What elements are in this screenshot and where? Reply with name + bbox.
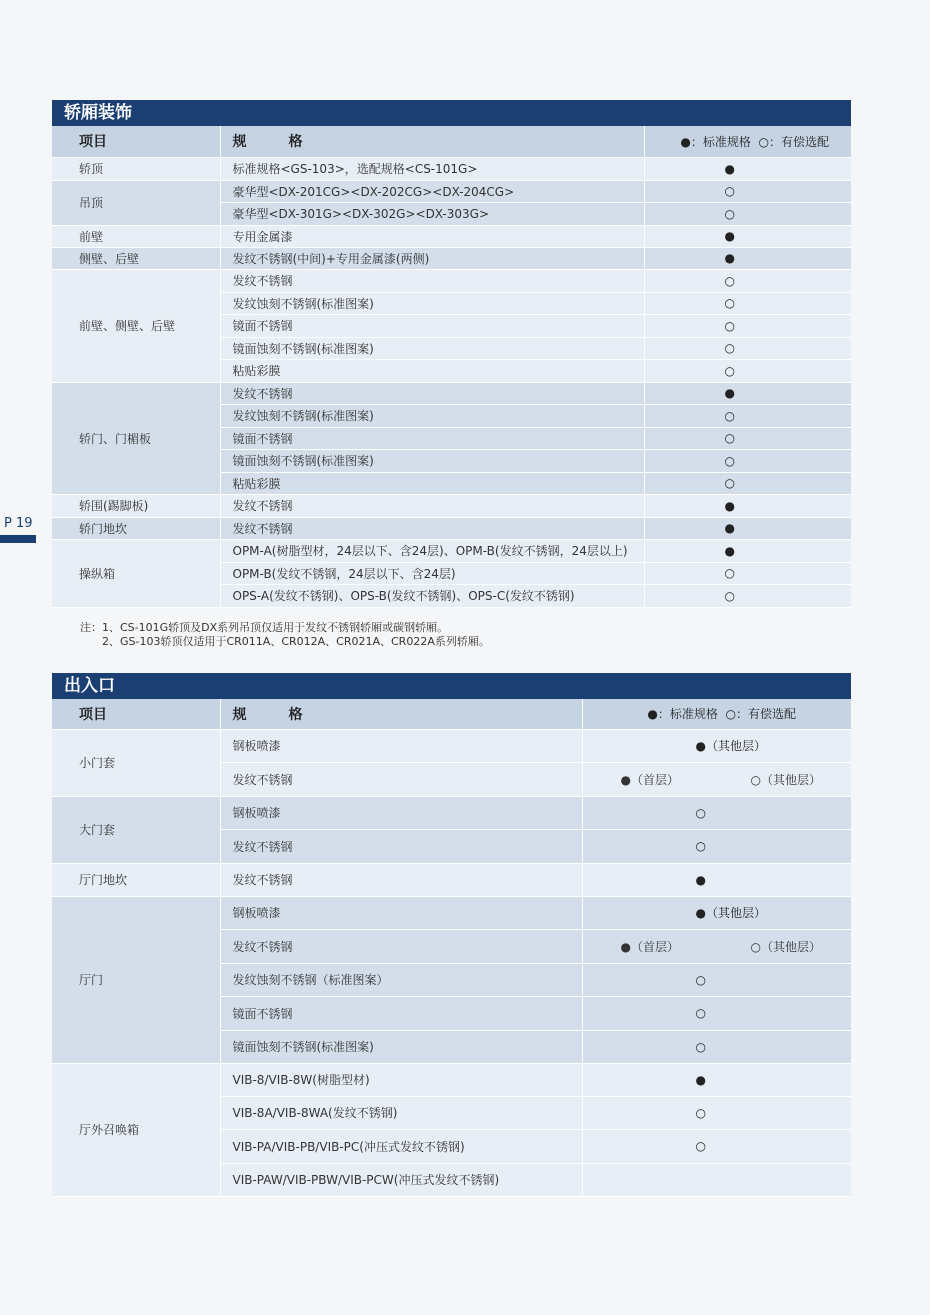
table-header — [52, 699, 851, 729]
table-row: 镜面不锈钢 ○ — [52, 314, 851, 337]
legend: ●：标准规格 ○：有偿选配 — [582, 699, 851, 729]
option-mark: ○ — [724, 341, 735, 355]
header-spec: 规 格 — [220, 126, 644, 157]
option-mark: ○ — [724, 296, 735, 310]
standard-mark: ● — [724, 251, 735, 265]
standard-mark: ● — [695, 1072, 706, 1087]
table-row: 豪华型<DX-301G><DX-302G><DX-303G> ○ — [52, 202, 851, 225]
header-item: 项目 — [52, 699, 220, 729]
table-row: 厅外召唤箱 VIB-8/VIB-8W(树脂型材) ● — [52, 1063, 851, 1096]
table-row: 操纵箱 OPM-A(树脂型材，24层以下、含24层)、OPM-B(发纹不锈钢，24层以上) ● — [52, 539, 851, 562]
table-row: 粘贴彩膜 ○ — [52, 472, 851, 494]
option-mark: ○ — [724, 566, 735, 580]
standard-mark: ● — [724, 229, 735, 243]
option-mark: ○ — [695, 972, 706, 987]
legend: ●：标准规格 ○：有偿选配 — [644, 126, 851, 157]
table-row: 发纹蚀刻不锈钢(标准图案) ○ — [52, 404, 851, 427]
option-mark: ○ — [695, 805, 706, 820]
option-mark: ○ — [724, 363, 735, 378]
table-row: 镜面蚀刻不锈钢(标准图案) ○ — [52, 1030, 851, 1063]
header-item: 项目 — [52, 126, 220, 157]
entrance-section — [52, 673, 851, 1197]
standard-mark: ●（其他层） — [695, 906, 766, 920]
standard-mark: ● — [724, 543, 735, 558]
option-mark: ○ — [695, 839, 706, 853]
table-row: 发纹蚀刻不锈钢（标准图案） ○ — [52, 963, 851, 996]
option-mark: ○ — [724, 184, 735, 198]
option-mark: ○ — [724, 318, 735, 333]
standard-mark: ● — [724, 386, 735, 400]
table-row: 小门套 钢板喷漆 ●（其他层） — [52, 729, 851, 762]
standard-mark: ● — [724, 498, 735, 513]
car-decoration-section — [52, 100, 851, 608]
standard-mark: ● — [695, 872, 706, 887]
table-notes — [80, 621, 490, 649]
table-row: 镜面不锈钢 ○ — [52, 996, 851, 1030]
table-row: 发纹不锈钢 ●（首层） ○（其他层） — [52, 762, 851, 796]
table-row: 发纹蚀刻不锈钢(标准图案) ○ — [52, 292, 851, 314]
option-mark: ○ — [724, 431, 735, 445]
table-row: 吊顶 豪华型<DX-201CG><DX-202CG><DX-204CG> ○ — [52, 180, 851, 202]
table-row: 前壁、侧壁、后壁 发纹不锈钢 ○ — [52, 269, 851, 292]
table-row: VIB-PAW/VIB-PBW/VIB-PCW(冲压式发纹不锈钢) — [52, 1163, 851, 1196]
option-mark: ○ — [724, 453, 735, 468]
option-mark: ○ — [695, 1139, 706, 1153]
option-mark: ○（其他层） — [750, 939, 821, 954]
option-mark: ○ — [724, 206, 735, 221]
table-row: 发纹不锈钢 ●（首层） ○（其他层） — [52, 929, 851, 963]
standard-mark: ●（首层） — [620, 939, 679, 954]
option-mark: ○ — [724, 273, 735, 288]
option-mark: ○ — [695, 1039, 706, 1054]
option-mark: ○ — [724, 476, 735, 490]
table-header — [52, 126, 851, 157]
page-number-bar — [0, 535, 36, 543]
note-2: 2、GS-103轿顶仅适用于CR011A、CR012A、CR021A、CR022A系列轿厢。 — [102, 635, 490, 648]
table-row: 镜面不锈钢 ○ — [52, 427, 851, 449]
header-spec: 规 格 — [220, 699, 582, 729]
table-row: OPM-B(发纹不锈钢，24层以下、含24层) ○ — [52, 562, 851, 584]
standard-mark: ●（首层） — [620, 772, 679, 787]
table-row: VIB-PA/VIB-PB/VIB-PC(冲压式发纹不锈钢) ○ — [52, 1129, 851, 1163]
table-row: VIB-8A/VIB-8WA(发纹不锈钢) ○ — [52, 1096, 851, 1129]
section-title: 出入口 — [52, 673, 851, 699]
table-row: 厅门 钢板喷漆 ●（其他层） — [52, 896, 851, 929]
page-number: P 19 — [4, 516, 33, 531]
table-row: 轿顶 标准规格<GS-103>，选配规格<CS-101G> ● — [52, 157, 851, 180]
table-row: 前壁 专用金属漆 ● — [52, 225, 851, 247]
table-row: 镜面蚀刻不锈钢(标准图案) ○ — [52, 337, 851, 359]
table-row: 轿门地坎 发纹不锈钢 ● — [52, 517, 851, 539]
table-row: 轿围(踢脚板) 发纹不锈钢 ● — [52, 494, 851, 517]
standard-mark: ● — [724, 161, 735, 176]
option-mark: ○ — [695, 1105, 706, 1120]
table-row: OPS-A(发纹不锈钢)、OPS-B(发纹不锈钢)、OPS-C(发纹不锈钢) ○ — [52, 584, 851, 607]
table-row: 粘贴彩膜 ○ — [52, 359, 851, 382]
option-mark: ○ — [724, 408, 735, 423]
table-row: 轿门、门楣板 发纹不锈钢 ● — [52, 382, 851, 404]
section-title: 轿厢装饰 — [52, 100, 851, 126]
table-row: 镜面蚀刻不锈钢(标准图案) ○ — [52, 449, 851, 472]
note-1: 注：1、CS-101G轿顶及DX系列吊顶仅适用于发纹不锈钢轿厢或碳钢轿厢。 — [80, 621, 449, 634]
table-row: 厅门地坎 发纹不锈钢 ● — [52, 863, 851, 896]
table-row: 侧壁、后壁 发纹不锈钢(中间)+专用金属漆(两侧) ● — [52, 247, 851, 269]
option-mark: ○ — [724, 588, 735, 603]
entrance-table — [52, 699, 851, 1197]
car-decoration-table — [52, 126, 851, 608]
option-mark: ○（其他层） — [750, 772, 821, 787]
table-row: 大门套 钢板喷漆 ○ — [52, 796, 851, 829]
standard-mark: ●（其他层） — [695, 739, 766, 753]
standard-mark: ● — [724, 521, 735, 535]
option-mark: ○ — [695, 1006, 706, 1020]
table-row: 发纹不锈钢 ○ — [52, 829, 851, 863]
